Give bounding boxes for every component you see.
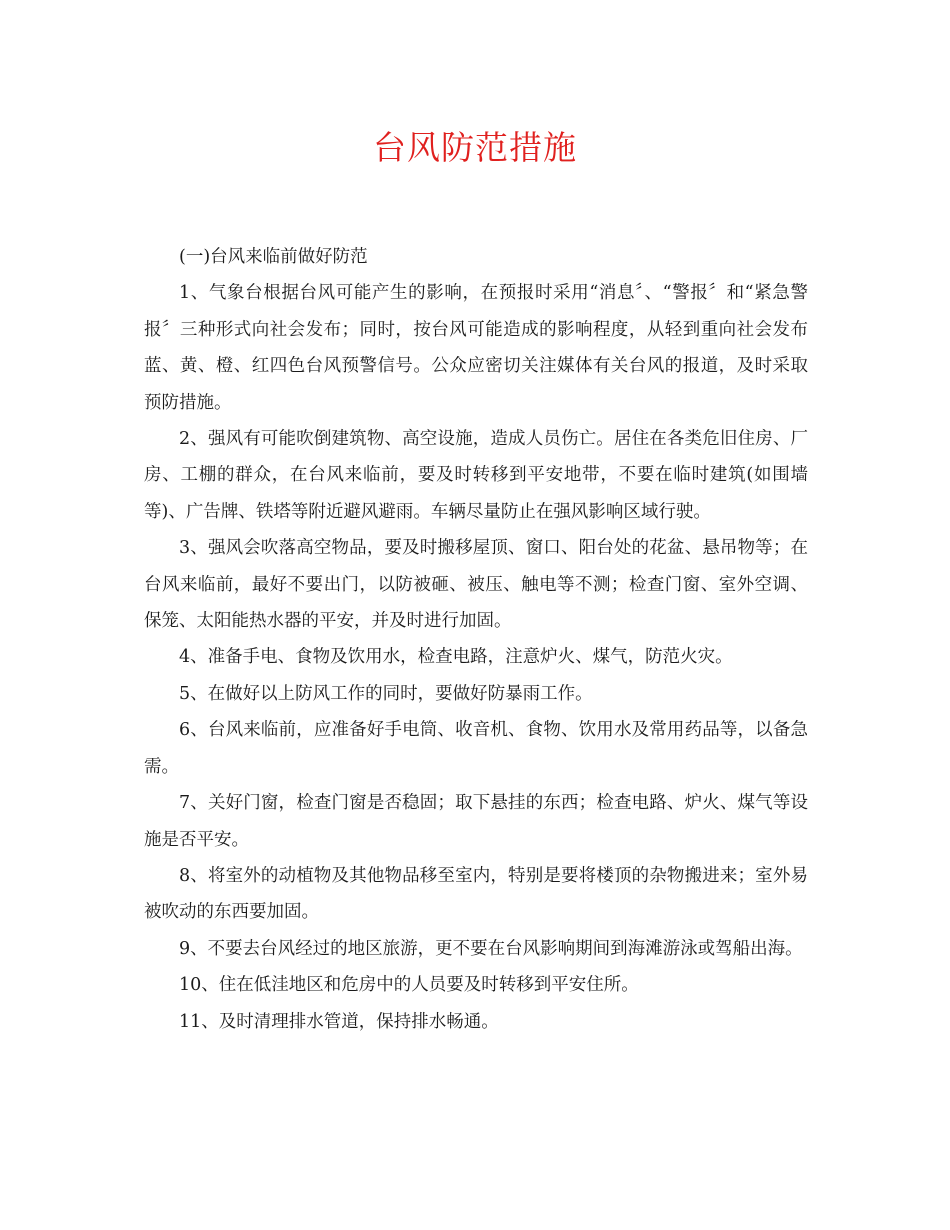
paragraph-8: 8、将室外的动植物及其他物品移至室内，特别是要将楼顶的杂物搬进来；室外易被吹动的东西要加固。: [144, 865, 808, 923]
paragraph-10: 10、住在低洼地区和危房中的人员要及时转移到平安住所。: [179, 975, 639, 996]
paragraph-7: 7、关好门窗，检查门窗是否稳固；取下悬挂的东西；检查电路、炉火、煤气等设施是否平安。: [144, 793, 808, 850]
paragraph-9: 9、不要去台风经过的地区旅游，更不要在台风影响期间到海滩游泳或驾船出海。: [179, 938, 803, 959]
paragraph-2: 2、强风有可能吹倒建筑物、高空设施，造成人员伤亡。居住在各类危旧住房、厂房、工棚的群众，在台风来临前，要及时转移到平安地带，不要在临时建筑(如围墙等)、广告牌、铁塔等附近避风避雨。车辆尽量防止在强风影响区域行驶。: [144, 429, 808, 522]
paragraph-1: 1、气象台根据台风可能产生的影响，在预报时采用“消息〞、“警报〞和“紧急警报〞三种形式向社会发布；同时，按台风可能造成的影响程度，从轻到重向社会发布蓝、黄、橙、红四色台风预警信号。公众应密切关注媒体有关台风的报道，及时采取预防措施。: [144, 283, 808, 413]
paragraph-3: 3、强风会吹落高空物品，要及时搬移屋顶、窗口、阳台处的花盆、悬吊物等；在台风来临前，最好不要出门，以防被砸、被压、触电等不测；检查门窗、室外空调、保笼、太阳能热水器的平安，并及时进行加固。: [144, 538, 808, 632]
document-body: [144, 239, 808, 1040]
paragraph-6: 6、台风来临前，应准备好手电筒、收音机、食物、饮用水及常用药品等，以备急需。: [144, 720, 808, 777]
paragraph-5: 5、在做好以上防风工作的同时，要做好防暴雨工作。: [179, 683, 593, 704]
paragraph-11: 11、及时清理排水管道，保持排水畅通。: [179, 1011, 499, 1032]
document-title: 台风防范措施: [373, 128, 577, 167]
section-heading: (一)台风来临前做好防范: [179, 247, 368, 267]
paragraph-4: 4、准备手电、食物及饮用水，检查电路，注意炉火、煤气，防范火灾。: [179, 647, 733, 668]
